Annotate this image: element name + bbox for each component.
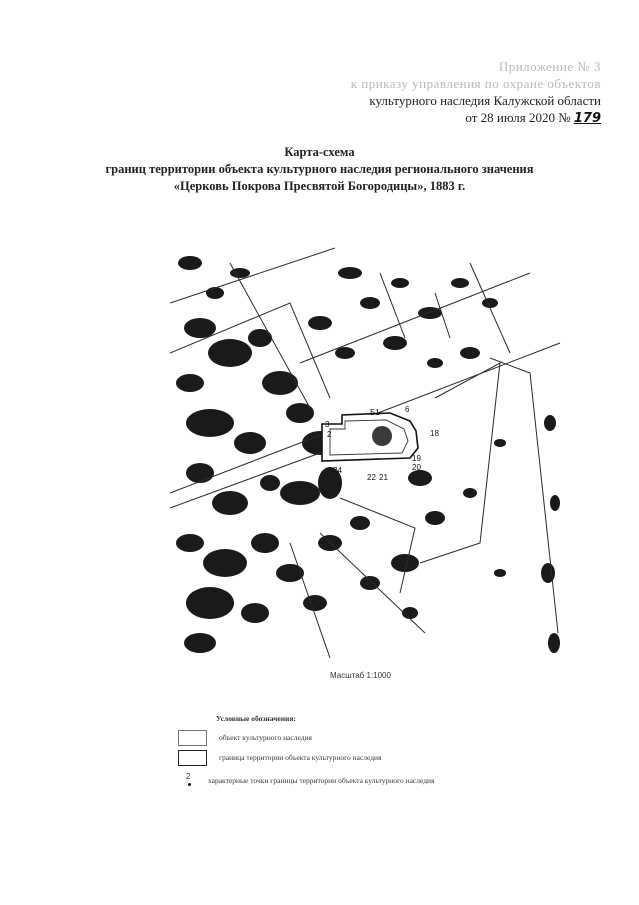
stamp-line-2: к приказу управления по охране объектов [350, 76, 601, 91]
legend-box-icon [178, 730, 207, 746]
title-line-1: Карта-схема [284, 145, 355, 159]
point-label: 2 [327, 430, 332, 439]
legend-point-number: 2 [186, 772, 191, 781]
church-dome [372, 426, 392, 446]
legend-item-text: характерные точки границы территории объекта культурного наследия [208, 776, 435, 785]
order-number: 179 [573, 111, 601, 126]
legend-bold-box-icon [178, 750, 207, 766]
map-scale: Масштаб 1:1000 [330, 671, 391, 680]
point-label: 19 [412, 454, 421, 463]
legend-title: Условные обозначения: [216, 714, 296, 723]
building-label: Б1 [370, 408, 380, 417]
title-line-3: «Церковь Покрова Пресвятой Богородицы», 1883 г. [173, 179, 466, 193]
document-title [0, 144, 639, 195]
approval-stamp [351, 58, 601, 127]
church-site [322, 413, 418, 461]
stamp-line-3: культурного наследия Калужской области [369, 93, 601, 108]
stamp-date: от 28 июля 2020 № [465, 110, 574, 125]
stamp-line-4 [351, 109, 601, 127]
point-label: 6 [405, 405, 410, 414]
point-label: 20 [412, 463, 421, 472]
point-label: 22 [367, 473, 376, 482]
point-dot-icon [188, 783, 191, 786]
point-label: 24 [333, 466, 342, 475]
map-svg [170, 243, 562, 663]
point-label: 3 [325, 420, 330, 429]
aerial-map [170, 243, 562, 663]
legend-item-text: граница территории объекта культурного наследия [219, 753, 382, 762]
title-line-2: границ территории объекта культурного наследия регионального значения [105, 162, 534, 176]
legend-item-text: объект культурного наследия [219, 733, 312, 742]
stamp-line-1: Приложение № 3 [498, 59, 601, 74]
point-label: 18 [430, 429, 439, 438]
point-label: 21 [379, 473, 388, 482]
